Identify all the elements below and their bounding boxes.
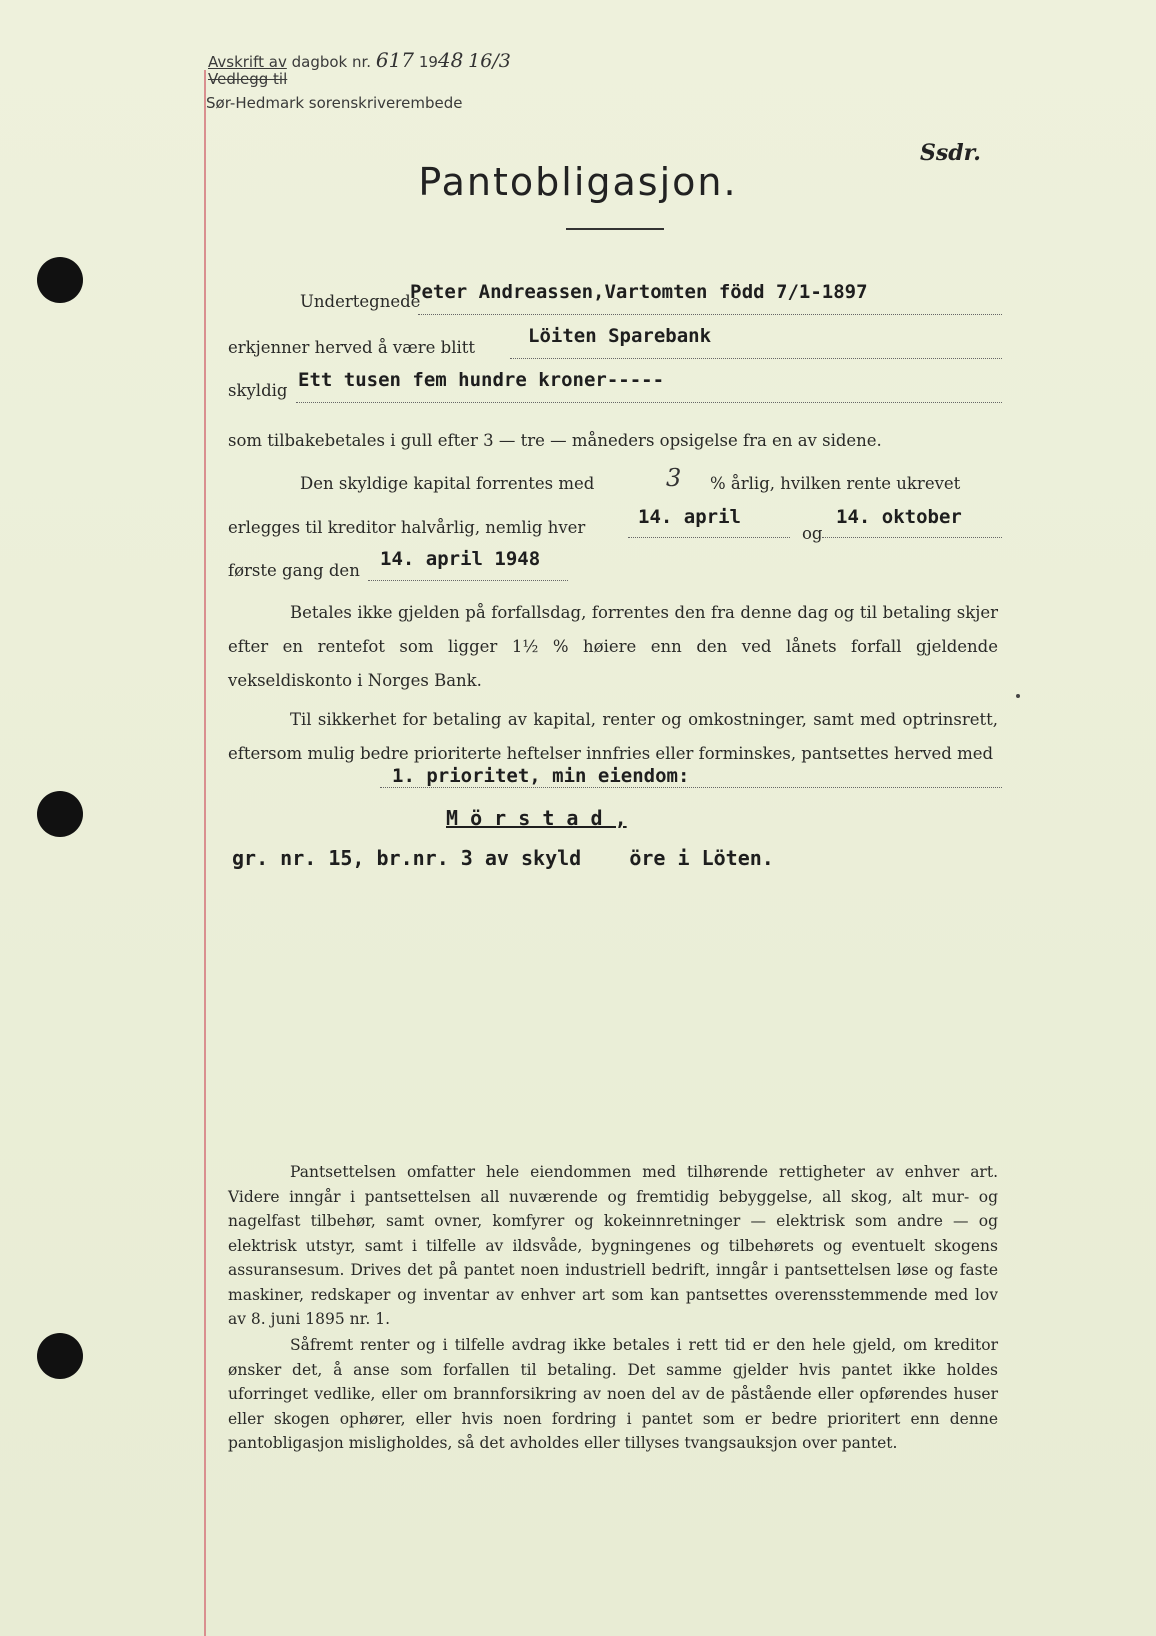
erkjenner-label: erkjenner herved å være blitt xyxy=(228,338,476,357)
first-payment-date: 14. april 1948 xyxy=(380,548,541,570)
repay-line: som tilbakebetales i gull efter 3 — tre — måneders opsigelse fra en av sidene. xyxy=(228,431,882,450)
due-dates-prefix: erlegges til kreditor halvårlig, nemlig hver xyxy=(228,518,586,537)
due-date-2: 14. oktober xyxy=(836,506,962,528)
first-payment-label: første gang den xyxy=(228,561,360,580)
punch-hole xyxy=(37,791,83,837)
avskrift-label: Avskrift av xyxy=(208,53,287,71)
dotted-line xyxy=(380,787,1002,788)
terms-text-2: Såfremt renter og i tilfelle avdrag ikke betales i rett tid er den hele gjeld, om kreditor ønsker det, å anse som forfallen til betaling. Det samme gjelder hvis pantet ikke holdes uforringet vedlike, eller om brannforsikring av noen del av de påstående eller opførendes huser eller skogen ophører, eller hvis noen fordring i pantet som er bedre prioritert enn denne pantobligasjon misligholdes, så det avholdes eller tillyses tvangsauksjon over pantet. xyxy=(228,1336,998,1452)
header-line-1 xyxy=(208,48,511,72)
year-suffix: 48 xyxy=(437,48,464,72)
late-payment-paragraph xyxy=(228,596,998,698)
office-name: Sør-Hedmark sorenskriverembede xyxy=(206,94,463,112)
ink-dot xyxy=(1016,694,1020,698)
punch-hole xyxy=(37,257,83,303)
title-underline xyxy=(566,228,664,230)
property-detail: gr. nr. 15, br.nr. 3 av skyld öre i Löten. xyxy=(232,846,774,870)
undertegnede-label: Undertegnede xyxy=(300,292,421,311)
dotted-line xyxy=(628,537,790,538)
interest-rate: 3 xyxy=(666,464,682,492)
dotted-line xyxy=(418,314,1002,315)
undertegnede-line xyxy=(228,281,868,311)
dotted-line xyxy=(368,580,568,581)
punch-hole xyxy=(37,1333,83,1379)
first-payment-line xyxy=(228,548,541,580)
interest-prefix: Den skyldige kapital forrentes med xyxy=(300,474,595,493)
dagbok-label: dagbok nr. xyxy=(291,53,372,71)
og-label: og xyxy=(802,524,823,543)
interest-line xyxy=(228,464,961,493)
creditor-value: Löiten Sparebank xyxy=(528,325,712,347)
terms-paragraph-1 xyxy=(228,1160,998,1332)
property-name: M ö r s t a d , xyxy=(446,806,627,830)
margin-mark: Ssdr. xyxy=(920,140,981,166)
dotted-line xyxy=(822,537,1002,538)
dagbok-number: 617 xyxy=(375,48,415,72)
late-payment-text: Betales ikke gjelden på forfallsdag, forrentes den fra denne dag og til betaling skjer efter en rentefot som ligger 1½ % høiere enn den ved lånets forfall gjeldende vekseldiskonto i Norges Bank. xyxy=(228,603,998,690)
security-paragraph xyxy=(228,703,998,771)
year-prefix: 19 xyxy=(418,53,438,71)
vedlegg-label: Vedlegg til xyxy=(208,70,288,88)
page-title: Pantobligasjon. xyxy=(418,160,738,204)
security-text: Til sikkerhet for betaling av kapital, renter og omkostninger, samt med optrinsrett, eftersom mulig bedre prioriterte heftelser innfries eller forminskes, pantsettes herved med xyxy=(228,710,998,763)
interest-suffix: % årlig, hvilken rente ukrevet xyxy=(710,474,961,493)
terms-text-1: Pantsettelsen omfatter hele eiendommen med tilhørende rettigheter av enhver art. Videre inngår i pantsettelsen all nuværende og fremtidig bebyggelse, all skog, alt mur- og nagelfast tilbehør, samt ovner, komfyrer og kokeinnretninger — elektrisk som andre — og elektrisk utstyr, samt i tilfelle av ildsvåde, bygningenes og tilbehørets og eventuelt skogens assuransesum. Drives det på pantet noen industriell bedrift, inngår i pantsettelsen løse og faste maskiner, redskaper og inventar av enhver art som kan pantsettes overensstemmende med lov av 8. juni 1895 nr. 1. xyxy=(228,1163,998,1328)
terms-paragraph-2 xyxy=(228,1333,998,1456)
erkjenner-line xyxy=(228,325,712,357)
dotted-line xyxy=(510,358,1002,359)
undertegnede-value: Peter Andreassen,Vartomten född 7/1-1897 xyxy=(410,281,868,303)
skyldig-label: skyldig xyxy=(228,381,288,400)
skyldig-line xyxy=(228,369,665,400)
dotted-line xyxy=(296,402,1002,403)
header-date: 16/3 xyxy=(468,50,511,72)
amount-value: Ett tusen fem hundre kroner----- xyxy=(298,369,665,391)
due-dates-line xyxy=(228,506,962,543)
due-date-1: 14. april xyxy=(638,506,741,528)
priority-text: 1. prioritet, min eiendom: xyxy=(392,765,690,787)
margin-line xyxy=(204,70,206,1636)
